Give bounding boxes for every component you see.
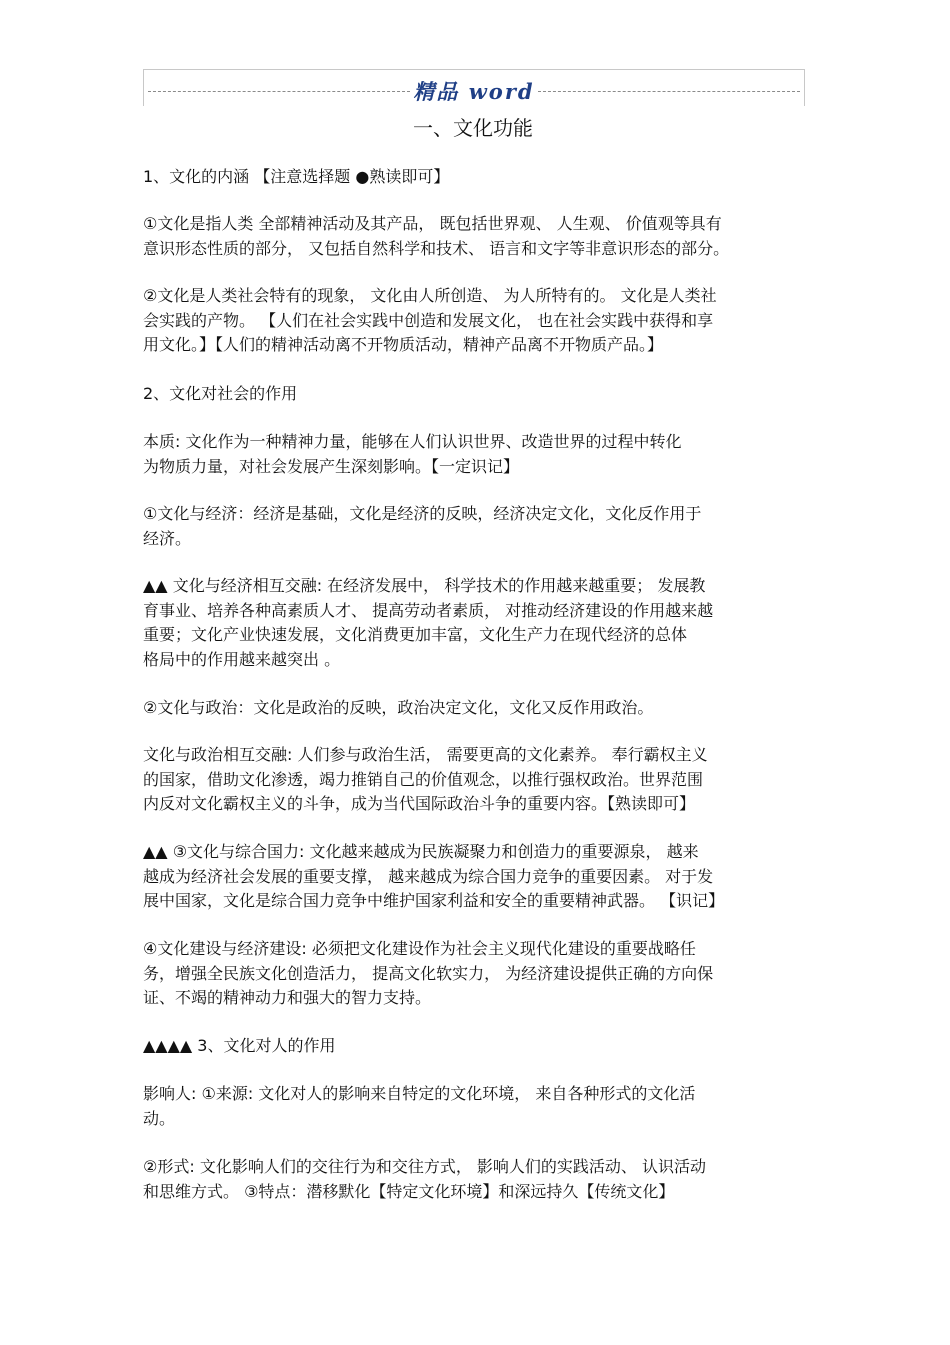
header-brand-text: 精品 word [413, 79, 535, 104]
text-line: ②形式: 文化影响人们的交往行为和交往方式， 影响人们的实践活动、 认识活动 [143, 1157, 706, 1176]
text-line: 影响人: ①来源: 文化对人的影响来自特定的文化环境， 来自各种形式的文化活 [143, 1084, 696, 1103]
paragraph-culture-economy-blend [143, 574, 813, 672]
text-line: 用文化。】【人们的精神活动离不开物质活动，精神产品离不开物质产品。】 [143, 335, 664, 354]
text-line: 的国家，借助文化渗透，竭力推销自己的价值观念，以推行强权政治。世界范围 [143, 769, 704, 789]
paragraph-essence [143, 430, 813, 479]
paragraph-culture-politics-blend [143, 743, 813, 817]
paragraph-culture-politics [143, 696, 813, 721]
section-heading-1 [143, 165, 813, 190]
paragraph-culture-national-power [143, 840, 813, 914]
text-line: 动。 [143, 1108, 176, 1128]
text-line: 和思维方式。 ③特点：潜移默化【特定文化环境】和深远持久【传统文化】 [143, 1181, 675, 1201]
paragraph-influence-source [143, 1082, 813, 1131]
text-line: 2、文化对社会的作用 [143, 384, 298, 403]
text-line: 为物质力量，对社会发展产生深刻影响。【一定识记】 [143, 456, 520, 476]
text-line: ①文化是指人类 全部精神活动及其产品， 既包括世界观、 人生观、 价值观等具有 [143, 214, 722, 233]
text-line: 意识形态性质的部分， 又包括自然科学和技术、 语言和文字等非意识形态的部分。 [143, 238, 730, 258]
text-line: 1、文化的内涵 【注意选择题 ●熟读即可】 [143, 167, 450, 186]
paragraph-culture-economy [143, 502, 813, 551]
text-line: 重要；文化产业快速发展，文化消费更加丰富，文化生产力在现代经济的总体 [143, 625, 688, 644]
section-heading-2 [143, 382, 813, 407]
header-dashed-rule-right [538, 91, 800, 92]
text-line: ▲▲ ③文化与综合国力: 文化越来越成为民族凝聚力和创造力的重要源泉， 越来 [143, 842, 699, 861]
text-line: ①文化与经济：经济是基础，文化是经济的反映，经济决定文化，文化反作用于 [143, 504, 702, 523]
text-line: ②文化与政治：文化是政治的反映，政治决定文化，文化又反作用政治。 [143, 698, 654, 717]
page-title: 一、文化功能 [413, 116, 533, 140]
text-line: 本质: 文化作为一种精神力量，能够在人们认识世界、改造世界的过程中转化 [143, 432, 682, 451]
text-line: 会实践的产物。 【人们在社会实践中创造和发展文化， 也在社会实践中获得和享 [143, 310, 714, 330]
header-dashed-rule-left [148, 91, 410, 92]
text-line: 文化与政治相互交融: 人们参与政治生活， 需要更高的文化素养。 奉行霸权主义 [143, 745, 708, 764]
text-line: 务，增强全民族文化创造活力， 提高文化软实力， 为经济建设提供正确的方向保 [143, 963, 714, 983]
text-line: 内反对文化霸权主义的斗争，成为当代国际政治斗争的重要内容。【熟读即可】 [143, 794, 696, 813]
text-line: ▲▲▲▲ 3、文化对人的作用 [143, 1036, 336, 1055]
text-line: 育事业、培养各种高素质人才、 提高劳动者素质， 对推动经济建设的作用越来越 [143, 600, 714, 620]
text-line: 格局中的作用越来越突出 。 [143, 649, 341, 669]
page-header-banner [143, 69, 805, 106]
text-line: ▲▲ 文化与经济相互交融: 在经济发展中， 科学技术的作用越来越重要； 发展教 [143, 576, 706, 595]
text-line: 证、不竭的精神动力和强大的智力支持。 [143, 988, 432, 1007]
paragraph-influence-form [143, 1155, 813, 1204]
paragraph-culture-human-society [143, 284, 813, 358]
text-line: ②文化是人类社会特有的现象， 文化由人所创造、 为人所特有的。 文化是人类社 [143, 286, 717, 305]
paragraph-culture-definition [143, 212, 813, 261]
text-line: ④文化建设与经济建设: 必须把文化建设作为社会主义现代化建设的重要战略任 [143, 939, 696, 958]
text-line: 经济。 [143, 528, 192, 548]
section-heading-3 [143, 1034, 813, 1059]
text-line: 越成为经济社会发展的重要支撑， 越来越成为综合国力竞争的重要因素。 对于发 [143, 866, 714, 886]
paragraph-culture-construction [143, 937, 813, 1011]
text-line: 展中国家，文化是综合国力竞争中维护国家利益和安全的重要精神武器。 【识记】 [143, 891, 725, 910]
